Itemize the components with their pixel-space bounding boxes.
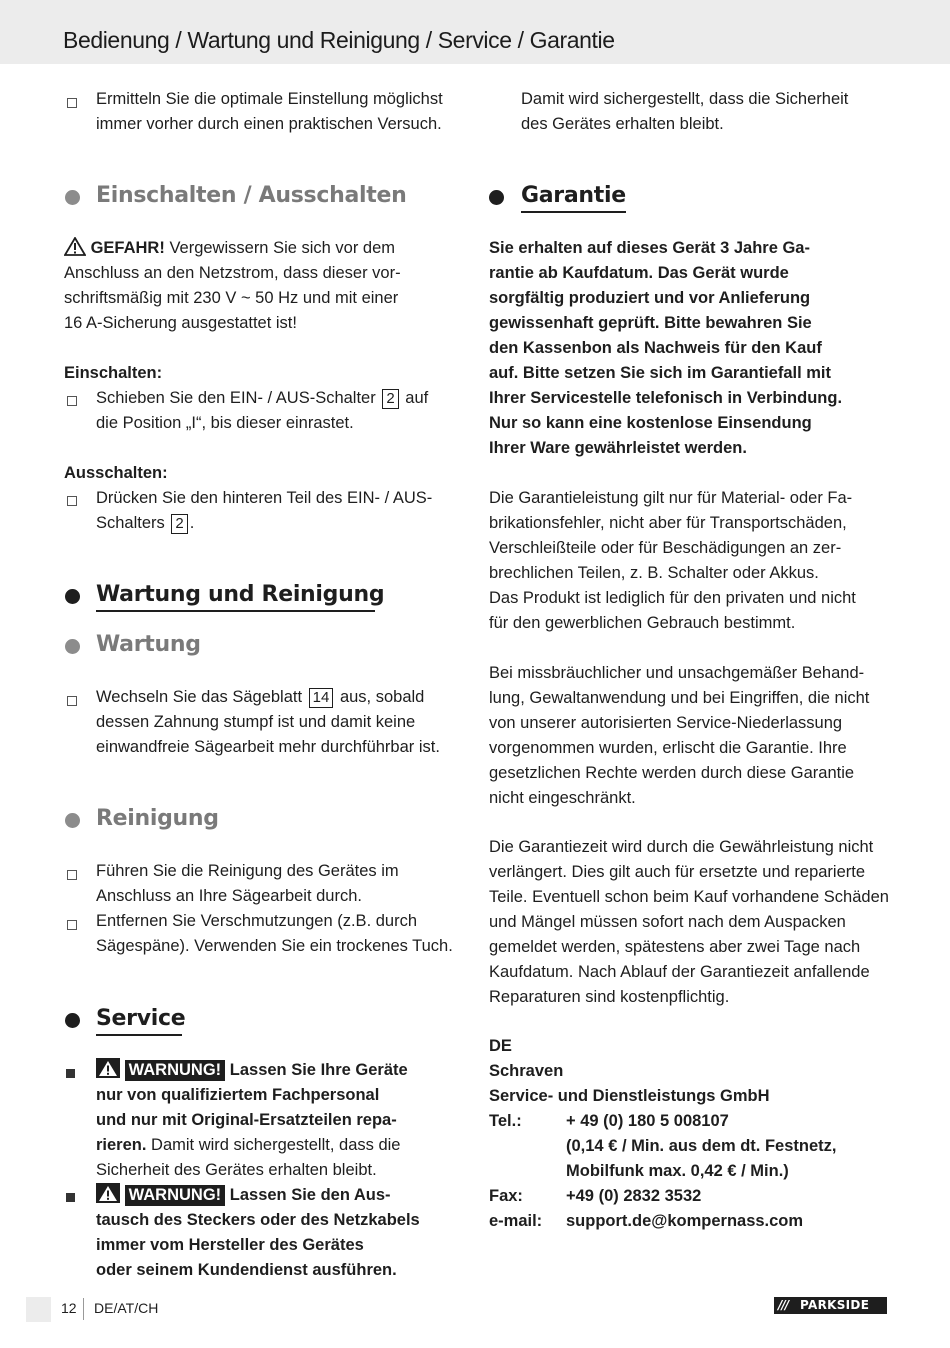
bullet-square-icon [67,98,77,108]
contact-email-value: support.de@kompernass.com [566,1212,804,1230]
page-header [0,0,950,64]
gefahr-label: GEFAHR! [90,239,165,257]
warning-1-text: Damit wird sichergestellt, dass die [151,1136,401,1154]
heading-underline [521,211,626,213]
wartung-line: einwandfreie Sägearbeit mehr durchführbar ist. [96,738,440,756]
contact-email-label: e-mail: [489,1212,543,1230]
garantie-paragraph-line: brechlichen Teilen, z. B. Schalter oder Akkus. [489,564,819,582]
wartung-line: dessen Zahnung stumpf ist und damit keine [96,713,416,731]
reinigung-line: Sägespäne). Verwenden Sie ein trockenes Tuch. [96,937,453,955]
intro-line: des Gerätes erhalten bleibt. [521,115,724,133]
footer-locale: DE/AT/CH [94,1300,159,1316]
warning-1-line: und nur mit Original-Ersatzteilen repa- [96,1111,397,1129]
einschalten-step [96,386,428,411]
warning-1-text: Lassen Sie Ihre Geräte [229,1061,408,1079]
contact-fax-label: Fax: [489,1187,523,1205]
section-heading-wartung-reinigung: Wartung und Reinigung [96,582,385,607]
garantie-paragraph-line: und Mängel müssen sofort nach dem Auspacken [489,913,846,931]
ausschalten-step [96,511,194,536]
section-heading-einschalten-ausschalten: Einschalten / Ausschalten [96,183,407,208]
warning-1-line: Sicherheit des Gerätes erhalten bleibt. [96,1161,377,1179]
einschalten-label: Einschalten: [64,364,163,382]
garantie-paragraph-line: Die Garantiezeit wird durch die Gewährleistung nicht [489,838,874,856]
gefahr-line: Anschluss an den Netzstrom, dass dieser vor- [64,264,401,282]
garantie-paragraph-line: Reparaturen sind kostenpflichtig. [489,988,730,1006]
gefahr-line: schriftsmäßig mit 230 V ~ 50 Hz und mit einer [64,289,399,307]
intro-bullet-line: immer vorher durch einen praktischen Versuch. [96,115,442,133]
bullet-filled-square-icon [66,1193,75,1202]
bullet-filled-square-icon [66,1069,75,1078]
contact-tel-value: + 49 (0) 180 5 008107 [566,1112,729,1130]
section-heading-wartung: Wartung [96,632,201,657]
page-number: 12 [61,1300,77,1316]
heading-underline [96,1034,182,1036]
garantie-intro-line: Sie erhalten auf dieses Gerät 3 Jahre Ga- [489,239,810,257]
warning-1-text: rieren. [96,1136,147,1154]
warning-2-line: tausch des Steckers oder des Netzkabels [96,1211,420,1229]
garantie-intro-line: Ihrer Servicestelle telefonisch in Verbindung. [489,389,843,407]
contact-tel-note: (0,14 € / Min. aus dem dt. Festnetz, [566,1137,837,1155]
wartung-text: aus, sobald [339,688,425,706]
warnung-label: WARNUNG! [125,1060,226,1081]
garantie-paragraph-line: brikationsfehler, nicht aber für Transportschäden, [489,514,847,532]
bullet-square-icon [67,696,77,706]
part-number-badge: 2 [382,389,398,409]
warning-1-line: nur von qualifiziertem Fachpersonal [96,1086,380,1104]
garantie-intro-line: sorgfältig produziert und vor Anlieferung [489,289,811,307]
wartung-text: Wechseln Sie das Sägeblatt [96,688,303,706]
footer-divider [83,1298,84,1320]
garantie-paragraph-line: Teile. Eventuell schon beim Kauf vorhandene Schäden [489,888,889,906]
section-dot-icon [65,1013,80,1028]
section-dot-icon [65,190,80,205]
warnung-label: WARNUNG! [125,1185,226,1206]
contact-company: Schraven [489,1062,564,1080]
garantie-paragraph-line: Das Produkt ist lediglich für den privaten und nicht [489,589,856,607]
garantie-paragraph-line: Verschleißteile oder für Beschädigungen an zer- [489,539,842,557]
footer-tab [26,1297,51,1322]
ausschalten-text: . [189,514,195,532]
garantie-paragraph-line: Bei missbräuchlicher und unsachgemäßer Behand- [489,664,865,682]
intro-bullet-line: Ermitteln Sie die optimale Einstellung möglichst [96,90,443,108]
garantie-paragraph-line: von unserer autorisierten Service-Niederlassung [489,714,843,732]
part-number-badge: 14 [309,688,334,708]
section-dot-icon [65,639,80,654]
reinigung-line: Entfernen Sie Verschmutzungen (z.B. durch [96,912,418,930]
garantie-paragraph-line: gesetzlichen Rechte werden durch diese Garantie [489,764,855,782]
garantie-paragraph-line: Die Garantieleistung gilt nur für Material- oder Fa- [489,489,853,507]
bullet-square-icon [67,396,77,406]
garantie-paragraph-line: nicht eingeschränkt. [489,789,636,807]
warning-2-line: oder seinem Kundendienst ausführen. [96,1261,397,1279]
section-heading-garantie: Garantie [521,183,626,208]
garantie-paragraph-line: gemeldet werden, spätestens aber zwei Tage nach [489,938,861,956]
warning-triangle-icon [96,1058,120,1078]
warning-triangle-icon [96,1183,120,1203]
ausschalten-label: Ausschalten: [64,464,168,482]
einschalten-line: die Position „I“, bis dieser einrastet. [96,414,354,432]
gefahr-line: 16 A-Sicherung ausgestattet ist! [64,314,297,332]
garantie-intro-line: Nur so kann eine kostenlose Einsendung [489,414,812,432]
gefahr-text: Vergewissern Sie sich vor dem [169,239,396,257]
garantie-intro-line: rantie ab Kaufdatum. Das Gerät wurde [489,264,789,282]
wartung-step [96,685,424,710]
contact-company: Service- und Dienstleistungs GmbH [489,1087,770,1105]
reinigung-line: Führen Sie die Reinigung des Gerätes im [96,862,399,880]
contact-country: DE [489,1037,512,1055]
bullet-square-icon [67,920,77,930]
intro-line: Damit wird sichergestellt, dass die Sicherheit [521,90,849,108]
section-dot-icon [489,190,504,205]
warning-2-line: immer vom Hersteller des Gerätes [96,1236,364,1254]
heading-underline [96,610,375,612]
warning-2-first-line [96,1183,391,1208]
garantie-paragraph-line: lung, Gewaltanwendung und bei Eingriffen, die nicht [489,689,870,707]
page-title: Bedienung / Wartung und Reinigung / Service / Garantie [63,27,615,53]
bullet-square-icon [67,496,77,506]
garantie-intro-line: Ihrer Ware gewährleistet werden. [489,439,747,457]
logo-slashes-icon: /// [778,1298,789,1312]
einschalten-text: Schieben Sie den EIN- / AUS-Schalter [96,389,376,407]
bullet-square-icon [67,870,77,880]
section-dot-icon [65,589,80,604]
logo-text: PARKSIDE [800,1298,870,1312]
warning-triangle-icon [64,237,86,256]
contact-fax-value: +49 (0) 2832 3532 [566,1187,702,1205]
garantie-intro-line: gewissenhaft geprüft. Bitte bewahren Sie [489,314,812,332]
einschalten-text: auf [405,389,429,407]
garantie-paragraph-line: für den gewerblichen Gebrauch bestimmt. [489,614,796,632]
warning-1-first-line [96,1058,408,1083]
part-number-badge: 2 [171,514,187,534]
warning-2-text: Lassen Sie den Aus- [229,1186,391,1204]
garantie-paragraph-line: verlängert. Dies gilt auch für ersetzte und reparierte [489,863,866,881]
gefahr-warning [64,236,395,261]
reinigung-line: Anschluss an Ihre Sägearbeit durch. [96,887,362,905]
warning-1-line [96,1133,400,1158]
ausschalten-text: Schalters [96,514,165,532]
section-heading-reinigung: Reinigung [96,806,219,831]
brand-logo [774,1297,887,1314]
garantie-paragraph-line: Kaufdatum. Nach Ablauf der Garantiezeit anfallende [489,963,870,981]
garantie-paragraph-line: vorgenommen wurden, erlischt die Garantie. Ihre [489,739,847,757]
ausschalten-line: Drücken Sie den hinteren Teil des EIN- / AUS- [96,489,433,507]
contact-tel-note: Mobilfunk max. 0,42 € / Min.) [566,1162,789,1180]
garantie-intro-line: auf. Bitte setzen Sie sich im Garantiefall mit [489,364,832,382]
section-dot-icon [65,813,80,828]
section-heading-service: Service [96,1006,186,1031]
contact-tel-label: Tel.: [489,1112,522,1130]
garantie-intro-line: den Kassenbon als Nachweis für den Kauf [489,339,822,357]
